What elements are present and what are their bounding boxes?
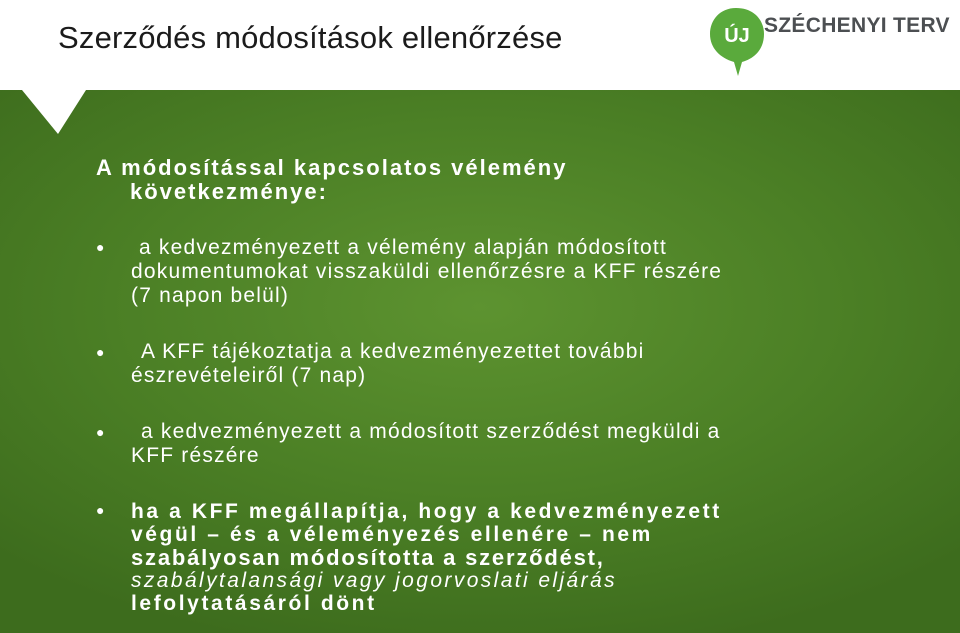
bullet-icon: ● (96, 239, 105, 255)
item-line: a kedvezményezett a módosított szerződést megküldi a (141, 420, 721, 443)
item-line: a kedvezményezett a vélemény alapján módosított (139, 236, 667, 259)
list-item (131, 420, 921, 468)
section-heading (96, 156, 876, 204)
item-line: ha a KFF megállapítja, hogy a kedvezményezett (131, 500, 722, 523)
item-line: A KFF tájékoztatja a kedvezményezettet további (141, 340, 645, 363)
heading-line-1: A módosítással kapcsolatos vélemény (96, 155, 568, 180)
heading-line-2: következménye: (130, 179, 328, 204)
item-line: KFF részére (131, 444, 260, 467)
bullet-icon: ● (96, 424, 105, 440)
item-line: dokumentumokat visszaküldi ellenőrzésre a KFF részére (131, 260, 723, 283)
bullet-icon: ● (96, 344, 105, 360)
list-item (131, 236, 921, 308)
item-line: észrevételeiről (7 nap) (131, 364, 367, 387)
list-item (131, 340, 921, 388)
page-title: Szerződés módosítások ellenőrzése (58, 20, 563, 55)
logo-badge-text: ÚJ (724, 25, 750, 47)
logo-text: SZÉCHENYI TERV (764, 14, 950, 37)
item-line: szabálytalansági vagy jogorvoslati eljárás (131, 569, 618, 592)
item-line: lefolytatásáról dönt (131, 592, 377, 615)
list-item (131, 500, 921, 615)
bullet-icon: ● (96, 502, 105, 518)
item-line: végül – és a véleményezés ellenére – nem (131, 523, 653, 546)
item-line: szabályosan módosította a szerződést, (131, 545, 605, 570)
item-line: (7 napon belül) (131, 284, 290, 307)
